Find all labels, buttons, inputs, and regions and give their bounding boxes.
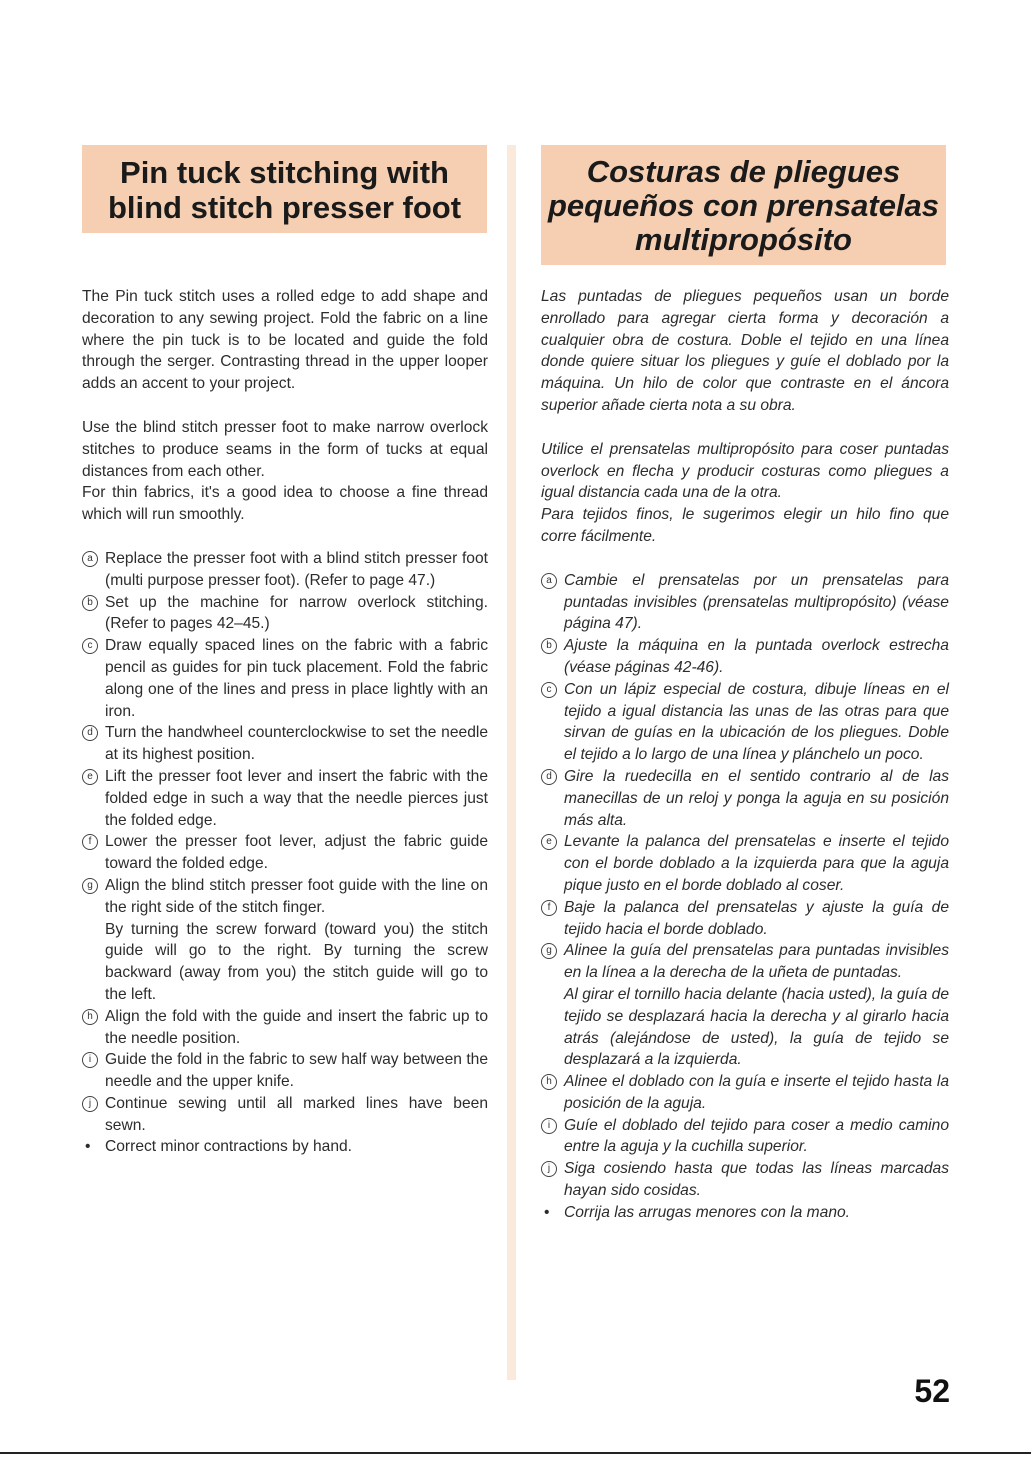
step-marker: c — [82, 638, 98, 654]
step-marker: a — [82, 551, 98, 567]
english-title: Pin tuck stitching with blind stitch presser foot — [82, 145, 487, 233]
step-text: Draw equally spaced lines on the fabric with a fabric pencil as guides for pin tuck placement. Fold the fabric along one of the lines and press in place lightly with an iron. — [105, 637, 488, 720]
step-marker: j — [541, 1161, 557, 1177]
step-f — [82, 831, 488, 875]
english-steps — [82, 548, 488, 1158]
bottom-rule — [0, 1452, 1031, 1454]
step-e — [82, 766, 488, 831]
step-marker: e — [82, 769, 98, 785]
step-marker: d — [541, 769, 557, 785]
step-text: Guide the fold in the fabric to sew half way between the needle and the upper knife. — [105, 1051, 488, 1091]
step-marker: i — [82, 1052, 98, 1068]
step-text: Lower the presser foot lever, adjust the fabric guide toward the folded edge. — [105, 833, 488, 873]
paso-e — [541, 831, 949, 896]
step-marker: b — [541, 638, 557, 654]
step-marker: e — [541, 834, 557, 850]
step-marker: j — [82, 1096, 98, 1112]
paso-c — [541, 679, 949, 766]
bullet-icon: • — [85, 1138, 91, 1156]
step-marker: b — [82, 595, 98, 611]
spanish-title: Costuras de pliegues pequeños con prensatelas multipropósito — [541, 145, 946, 265]
column-divider — [507, 145, 516, 1380]
paso-a — [541, 570, 949, 635]
step-marker: a — [541, 573, 557, 589]
step-c — [82, 635, 488, 722]
step-text: Ajuste la máquina en la puntada overlock estrecha (véase páginas 42-46). — [564, 637, 949, 676]
step-text: Set up the machine for narrow overlock stitching. (Refer to pages 42–45.) — [105, 593, 488, 633]
step-text-continued: Al girar el tornillo hacia delante (hacia usted), la guía de tejido se desplazará hacia la derecha y al girarlo hacia atrás (alejándose de usted), la guía de tejido se desplazará a la izquierda. — [564, 985, 949, 1069]
step-b — [82, 592, 488, 636]
step-text: Alinee el doblado con la guía e inserte el tejido hasta la posición de la aguja. — [564, 1073, 949, 1112]
step-marker: h — [82, 1009, 98, 1025]
step-text: Guíe el doblado del tejido para coser a medio camino entre la aguja y la cuchilla superior. — [564, 1116, 949, 1156]
spanish-intro-3: Para tejidos finos, le sugerimos elegir un hilo fino que corre fácilmente. — [541, 506, 949, 545]
nota-item — [541, 1202, 949, 1224]
note-text: Corrija las arrugas menores con la mano. — [564, 1203, 851, 1221]
step-g — [82, 875, 488, 1006]
step-text: Lift the presser foot lever and insert the fabric with the folded edge in such a way that the needle pierces just the folded edge. — [105, 767, 488, 829]
paso-h — [541, 1071, 949, 1115]
paso-g — [541, 940, 949, 1071]
step-h — [82, 1006, 488, 1050]
step-text: Gire la ruedecilla en el sentido contrario al de las manecillas de un reloj y ponga la aguja en su posición más alta. — [564, 767, 949, 829]
step-marker: h — [541, 1074, 557, 1090]
step-text: Baje la palanca del prensatelas y ajuste la guía de tejido hacia el borde doblado. — [564, 898, 949, 938]
step-text-continued: By turning the screw forward (toward you) the stitch guide will go to the right. By turning the screw backward (away from you) the stitch guide will go to the left. — [105, 920, 488, 1003]
paso-f — [541, 897, 949, 941]
step-marker: d — [82, 725, 98, 741]
paso-b — [541, 635, 949, 679]
spanish-intro-2: Utilice el prensatelas multipropósito para coser puntadas overlock en flecha y producir costuras como pliegues a igual distancia cada una de la otra. — [541, 440, 949, 502]
step-text: Replace the presser foot with a blind stitch presser foot (multi purpose presser foot). (Refer to page 47.) — [105, 549, 488, 589]
paso-i — [541, 1115, 949, 1159]
step-text: Turn the handwheel counterclockwise to set the needle at its highest position. — [105, 724, 488, 764]
step-text: Align the blind stitch presser foot guide with the line on the right side of the stitch finger. — [105, 876, 488, 916]
step-marker: g — [82, 878, 98, 894]
paso-j — [541, 1158, 949, 1202]
step-marker: f — [541, 900, 557, 916]
english-column — [82, 286, 488, 1158]
step-a — [82, 548, 488, 592]
bullet-icon: • — [544, 1203, 550, 1221]
step-text: Align the fold with the guide and insert the fabric up to the needle position. — [105, 1007, 488, 1047]
step-text: Con un lápiz especial de costura, dibuje líneas en el tejido a igual distancia las unas de las otras para que sirvan de guías en la ubicación de los pliegues. Doble el tejido a lo largo de una línea y plánchelo un poco. — [564, 680, 949, 764]
english-intro: The Pin tuck stitch uses a rolled edge to add shape and decoration to any sewing project. Fold the fabric on a line where the pin tuck is to be located and guide the fold through the serger. Contrasting thread in the upper looper adds an accent to your project. — [82, 288, 488, 393]
step-d — [82, 722, 488, 766]
step-text: Siga cosiendo hasta que todas las líneas marcadas hayan sido cosidas. — [564, 1160, 949, 1200]
english-intro-3: For thin fabrics, it's a good idea to choose a fine thread which will run smoothly. — [82, 484, 488, 524]
step-marker: i — [541, 1118, 557, 1134]
step-text: Continue sewing until all marked lines have been sewn. — [105, 1094, 488, 1134]
step-marker: c — [541, 682, 557, 698]
step-marker: g — [541, 943, 557, 959]
step-i — [82, 1049, 488, 1093]
spanish-column — [541, 286, 949, 1224]
spanish-steps — [541, 570, 949, 1224]
step-marker: f — [82, 834, 98, 850]
step-j — [82, 1093, 488, 1137]
note-text: Correct minor contractions by hand. — [105, 1138, 353, 1156]
step-text: Alinee la guía del prensatelas para puntadas invisibles en la línea a la derecha de la uñeta de puntadas. — [564, 942, 949, 982]
page-number: 52 — [914, 1373, 950, 1409]
paso-d — [541, 766, 949, 831]
spanish-intro: Las puntadas de pliegues pequeños usan un borde enrollado para agregar cierta forma y decoración a cualquier obra de costura. Doble el tejido en una línea donde quiere situar los pliegues y guíe el doblado por la máquina. Un hilo de color que contraste en el áncora superior añade cierta nota a su obra. — [541, 288, 949, 414]
step-text: Cambie el prensatelas por un prensatelas para puntadas invisibles (prensatelas multipropósito) (véase página 47). — [564, 571, 949, 633]
step-text: Levante la palanca del prensatelas e inserte el tejido con el borde doblado a la izquierda para que la aguja pique justo en el borde doblado al coser. — [564, 833, 949, 894]
english-intro-2: Use the blind stitch presser foot to make narrow overlock stitches to produce seams in the form of tucks at equal distances from each other. — [82, 418, 488, 480]
note-item — [82, 1136, 488, 1158]
